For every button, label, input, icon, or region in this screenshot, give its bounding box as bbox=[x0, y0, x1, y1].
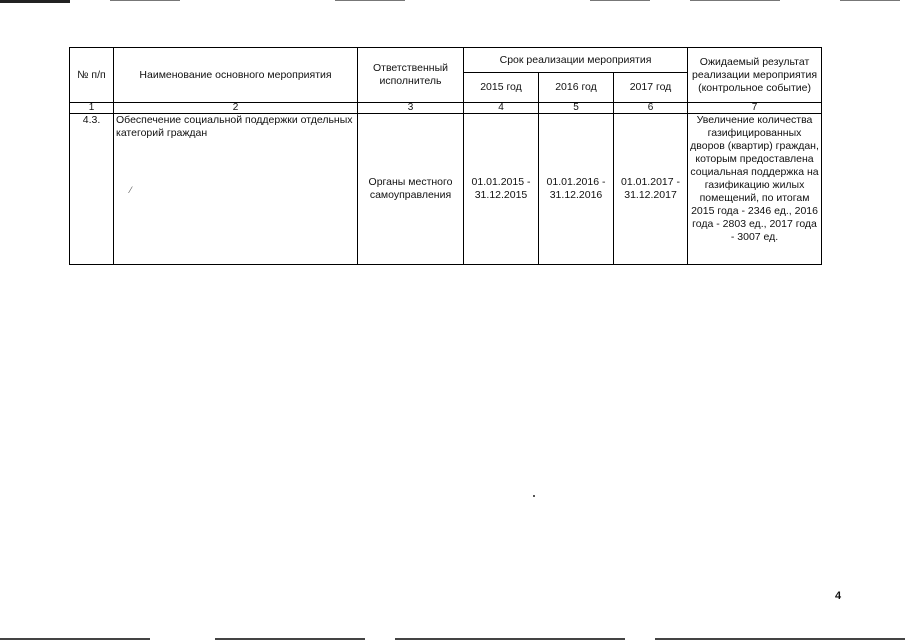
header-responsible: Ответственный исполнитель bbox=[358, 48, 464, 103]
measures-table bbox=[69, 47, 822, 265]
column-number: 1 bbox=[70, 103, 114, 114]
column-numbers-row bbox=[70, 103, 822, 114]
header-name: Наименование основного мероприятия bbox=[114, 48, 358, 103]
header-result: Ожидаемый результат реализации мероприятия (контрольное событие) bbox=[688, 48, 822, 103]
column-number: 4 bbox=[464, 103, 539, 114]
row-num: 4.3. bbox=[70, 114, 114, 265]
row-name-text: Обеспечение социальной поддержки отдельных категорий граждан bbox=[116, 114, 353, 139]
pen-mark: ⁄ bbox=[130, 185, 132, 195]
column-number: 6 bbox=[614, 103, 688, 114]
column-number: 5 bbox=[539, 103, 614, 114]
header-year-2015: 2015 год bbox=[464, 73, 539, 103]
row-period-2016: 01.01.2016 - 31.12.2016 bbox=[539, 114, 614, 265]
header-period: Срок реализации мероприятия bbox=[464, 48, 688, 73]
header-year-2017: 2017 год bbox=[614, 73, 688, 103]
scan-edge-top bbox=[690, 0, 780, 1]
row-period-2015: 01.01.2015 - 31.12.2015 bbox=[464, 114, 539, 265]
scan-edge-top bbox=[0, 0, 70, 3]
scan-speck bbox=[533, 495, 535, 497]
row-result: Увеличение количества газифицированных дворов (квартир) граждан, которым предоставлена социальная поддержка на газификацию жилых помещений, по итогам 2015 года - 2346 ед., 2016 года - 2803 ед., 2017 года - 3007 ед. bbox=[688, 114, 822, 265]
header-year-2016: 2016 год bbox=[539, 73, 614, 103]
table-row bbox=[70, 114, 822, 265]
column-number: 2 bbox=[114, 103, 358, 114]
page-number: 4 bbox=[835, 590, 842, 602]
column-number: 3 bbox=[358, 103, 464, 114]
scan-edge-top bbox=[840, 0, 900, 1]
row-name bbox=[114, 114, 358, 265]
scan-edge-top bbox=[335, 0, 405, 1]
row-period-2017: 01.01.2017 - 31.12.2017 bbox=[614, 114, 688, 265]
scan-edge-top bbox=[110, 0, 180, 1]
row-responsible: Органы местного самоуправления bbox=[358, 114, 464, 265]
header-num: № п/п bbox=[70, 48, 114, 103]
scan-edge-top bbox=[590, 0, 650, 1]
column-number: 7 bbox=[688, 103, 822, 114]
